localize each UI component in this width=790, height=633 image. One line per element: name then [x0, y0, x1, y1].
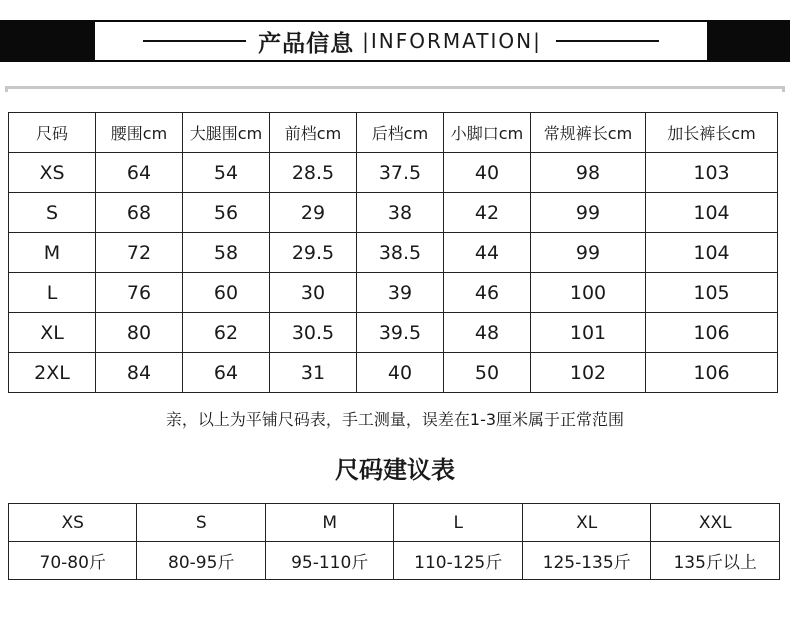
table-cell: 106	[646, 313, 778, 353]
table-cell: 29	[270, 193, 357, 233]
recommend-weight-cell: 70-80斤	[9, 542, 137, 580]
table-cell: 38	[357, 193, 444, 233]
table-cell: 104	[646, 233, 778, 273]
banner-right-rule	[556, 40, 659, 42]
banner-title: 产品信息	[258, 30, 355, 57]
table-cell: 104	[646, 193, 778, 233]
table-cell: 99	[531, 233, 646, 273]
table-cell: 84	[96, 353, 183, 393]
table-cell: 40	[444, 153, 531, 193]
table-cell: 31	[270, 353, 357, 393]
table-cell: 37.5	[357, 153, 444, 193]
header-cell: 尺码	[9, 113, 96, 153]
table-cell: L	[9, 273, 96, 313]
table-row	[9, 313, 778, 353]
recommend-size-cell: M	[265, 504, 393, 542]
table-row	[9, 273, 778, 313]
table-cell: 101	[531, 313, 646, 353]
table-cell: 58	[183, 233, 270, 273]
size-table	[8, 112, 778, 393]
banner-inner	[95, 22, 707, 60]
table-cell: S	[9, 193, 96, 233]
table-cell: 30	[270, 273, 357, 313]
table-cell: 46	[444, 273, 531, 313]
table-row	[9, 153, 778, 193]
table-row	[9, 233, 778, 273]
table-cell: XL	[9, 313, 96, 353]
table-cell: 98	[531, 153, 646, 193]
table-row	[9, 353, 778, 393]
table-cell: 102	[531, 353, 646, 393]
header-cell: 小脚口cm	[444, 113, 531, 153]
banner-subtitle: |INFORMATION|	[362, 29, 542, 53]
recommend-size-cell: S	[137, 504, 265, 542]
header-cell: 后档cm	[357, 113, 444, 153]
recommend-weight-row	[9, 542, 780, 580]
recommend-weight-cell: 125-135斤	[522, 542, 650, 580]
size-table-header-row	[9, 113, 778, 153]
table-cell: M	[9, 233, 96, 273]
table-cell: 62	[183, 313, 270, 353]
header-cell: 腰围cm	[96, 113, 183, 153]
table-cell: 54	[183, 153, 270, 193]
table-cell: 42	[444, 193, 531, 233]
measurement-note: 亲，以上为平铺尺码表，手工测量，误差在1-3厘米属于正常范围	[165, 410, 625, 429]
header-cell: 前档cm	[270, 113, 357, 153]
table-cell: 80	[96, 313, 183, 353]
table-cell: 64	[96, 153, 183, 193]
table-cell: 29.5	[270, 233, 357, 273]
info-banner	[0, 20, 790, 62]
table-cell: 68	[96, 193, 183, 233]
recommend-weight-cell: 135斤以上	[651, 542, 780, 580]
header-cell: 加长裤长cm	[646, 113, 778, 153]
recommend-size-cell: XXL	[651, 504, 780, 542]
table-cell: 60	[183, 273, 270, 313]
recommend-size-cell: XL	[522, 504, 650, 542]
recommend-table	[8, 503, 780, 580]
recommend-size-cell: L	[394, 504, 522, 542]
table-cell: 76	[96, 273, 183, 313]
table-cell: 105	[646, 273, 778, 313]
table-cell: 48	[444, 313, 531, 353]
recommend-weight-cell: 110-125斤	[394, 542, 522, 580]
header-cell: 常规裤长cm	[531, 113, 646, 153]
section-divider	[5, 86, 785, 92]
recommend-weight-cell: 80-95斤	[137, 542, 265, 580]
table-cell: XS	[9, 153, 96, 193]
table-cell: 64	[183, 353, 270, 393]
table-cell: 44	[444, 233, 531, 273]
table-cell: 28.5	[270, 153, 357, 193]
table-cell: 39	[357, 273, 444, 313]
table-cell: 56	[183, 193, 270, 233]
table-row	[9, 193, 778, 233]
table-cell: 2XL	[9, 353, 96, 393]
recommend-weight-cell: 95-110斤	[265, 542, 393, 580]
recommend-size-cell: XS	[9, 504, 137, 542]
header-cell: 大腿围cm	[183, 113, 270, 153]
recommend-size-row	[9, 504, 780, 542]
recommend-title: 尺码建议表	[335, 456, 455, 484]
table-cell: 99	[531, 193, 646, 233]
table-cell: 30.5	[270, 313, 357, 353]
table-cell: 39.5	[357, 313, 444, 353]
table-cell: 72	[96, 233, 183, 273]
banner-left-rule	[143, 40, 246, 42]
table-cell: 40	[357, 353, 444, 393]
table-cell: 100	[531, 273, 646, 313]
table-cell: 50	[444, 353, 531, 393]
table-cell: 103	[646, 153, 778, 193]
table-cell: 106	[646, 353, 778, 393]
table-cell: 38.5	[357, 233, 444, 273]
